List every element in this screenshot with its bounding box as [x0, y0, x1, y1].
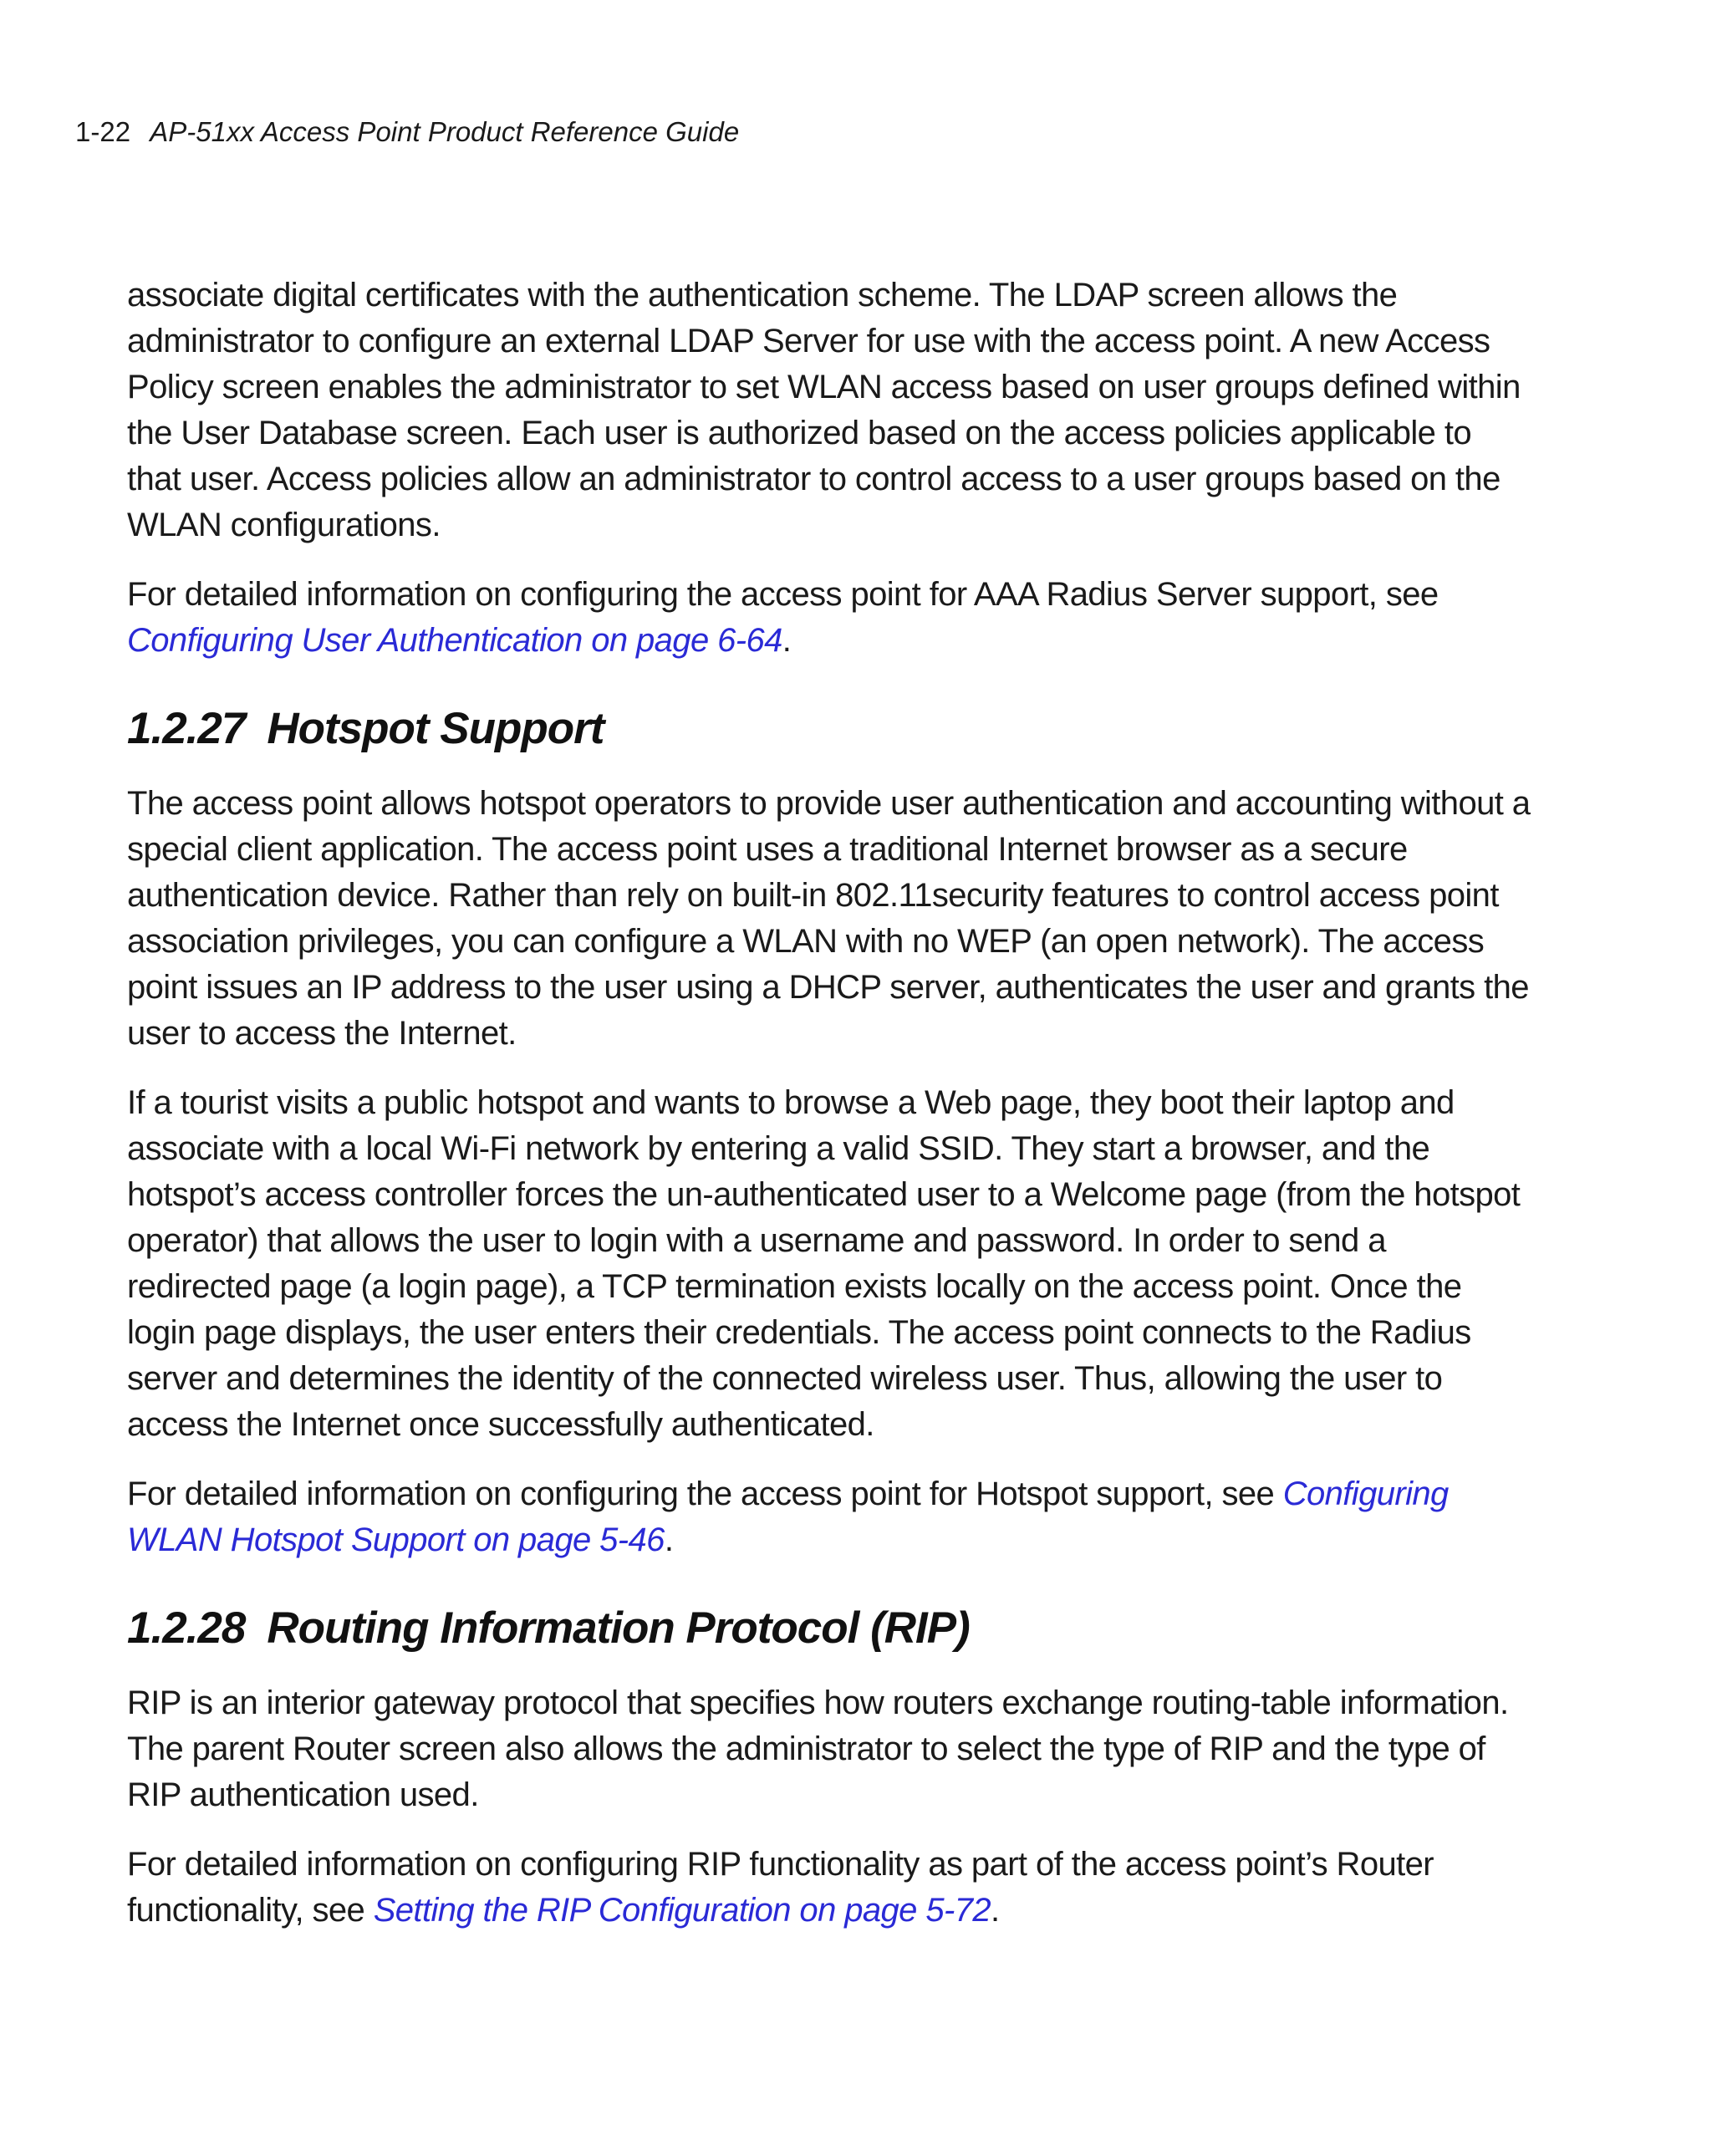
- hotspot-paragraph-example: If a tourist visits a public hotspot and wants to browse a Web page, they boot their laptop and associate with a local Wi-Fi network by entering a valid SSID. They start a browser, and the hotspot’s access controller forces the un-authenticated user to a Welcome page (from the hotspot operator) that allows the user to login with a username and password. In order to send a redirected page (a login page), a TCP termination exists locally on the access point. Once the login page displays, the user enters their credentials. The access point connects to the Radius server and determines the identity of the connected wireless user. Thus, allowing the user to access the Internet once successfully authenticated.: [127, 1084, 1521, 1443]
- rip-see-also-text: For detailed information on configuring RIP functionality as part of the access point’s Router functionality, see: [127, 1846, 1434, 1929]
- rip-paragraph-see-also: [127, 1842, 1531, 1934]
- rip-paragraph-overview: RIP is an interior gateway protocol that specifies how routers exchange routing-table information. The parent Router screen also allows the administrator to select the type of RIP and the type of RIP authentication used.: [127, 1685, 1509, 1813]
- section-title-hotspot: Hotspot Support: [267, 704, 604, 753]
- intro-paragraph-see-also: [127, 572, 1531, 664]
- rip-see-also-end: .: [990, 1892, 1000, 1929]
- intro-see-also-end: .: [782, 622, 792, 659]
- page-header: [75, 115, 739, 149]
- section-heading-hotspot: [127, 702, 1531, 756]
- guide-title: AP-51xx Access Point Product Reference Guide: [150, 116, 740, 147]
- intro-see-also-text: For detailed information on configuring the access point for AAA Radius Server support, see: [127, 576, 1439, 613]
- hotspot-paragraph-overview: The access point allows hotspot operators to provide user authentication and accounting without a special client application. The access point uses a traditional Internet browser as a secure authentication device. Rather than rely on built-in 802.11security features to control access point association privileges, you can configure a WLAN with no WEP (an open network). The access point issues an IP address to the user using a DHCP server, authenticates the user and grants the user to access the Internet.: [127, 785, 1531, 1052]
- page-content: [127, 273, 1531, 1957]
- section-title-rip: Routing Information Protocol (RIP): [267, 1603, 970, 1653]
- page-number: 1-22: [75, 116, 131, 147]
- intro-paragraph-ldap: associate digital certificates with the authentication scheme. The LDAP screen allows the administrator to configure an external LDAP Server for use with the access point. A new Access Policy screen enables the administrator to set WLAN access based on user groups defined within the User Database screen. Each user is authorized based on the access policies applicable to that user. Access policies allow an administrator to control access to a user groups based on the WLAN configurations.: [127, 277, 1521, 543]
- hotspot-see-also-end: .: [664, 1521, 674, 1558]
- link-configuring-user-authentication[interactable]: Configuring User Authentication on page 6-64: [127, 622, 782, 659]
- hotspot-see-also-text: For detailed information on configuring the access point for Hotspot support, see: [127, 1476, 1283, 1512]
- hotspot-paragraph-see-also: [127, 1471, 1531, 1563]
- section-heading-rip: [127, 1602, 1531, 1655]
- section-number-hotspot: 1.2.27: [127, 704, 246, 753]
- link-setting-rip-configuration[interactable]: Setting the RIP Configuration on page 5-72: [373, 1892, 991, 1929]
- section-number-rip: 1.2.28: [127, 1603, 246, 1653]
- link-configuring-wlan-hotspot-support[interactable]: Configuring WLAN Hotspot Support on page 5-46: [127, 1476, 1449, 1558]
